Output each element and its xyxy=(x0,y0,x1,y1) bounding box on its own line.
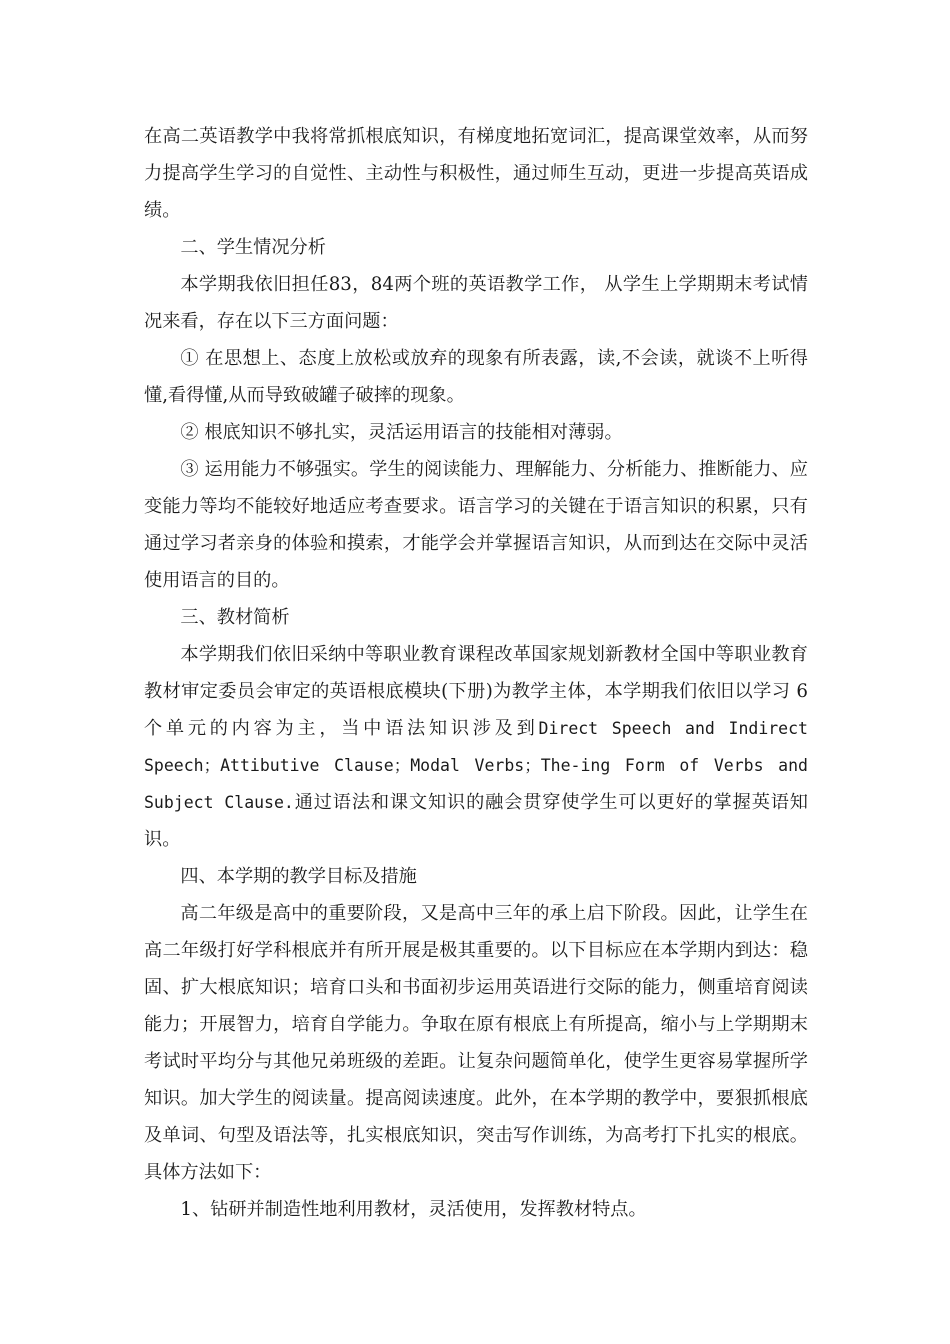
student-analysis-paragraph: 本学期我依旧担任83，84两个班的英语教学工作， 从学生上学期期末考试情况来看，存在以下三方面问题： xyxy=(144,274,808,332)
intro-paragraph: 在高二英语教学中我将常抓根底知识，有梯度地拓宽词汇，提高课堂效率，从而努力提高学生学习的自觉性、主动性与积极性，通过师生互动，更进一步提高英语成绩。 xyxy=(144,126,808,221)
textbook-analysis-paragraph xyxy=(144,636,808,858)
textbook-analysis-text-b: 通过语法和课文知识的融会贯穿使学生可以更好的掌握英语知识。 xyxy=(144,792,808,850)
problem-item-2: ② 根底知识不够扎实，灵活运用语言的技能相对薄弱。 xyxy=(180,422,623,443)
document-body xyxy=(144,118,808,1228)
textbook-analysis-text-a: 本学期我们依旧采纳中等职业教育课程改革国家规划新教材全国中等职业教育教材审定委员会审定的英语根底模块(下册)为教学主体，本学期我们依旧以学习 6 个单元的内容为主，当中语法知识涉及到 xyxy=(144,644,808,739)
method-item-1: 1、钻研并制造性地利用教材，灵活使用，发挥教材特点。 xyxy=(180,1199,647,1220)
section-heading-student-analysis: 二、学生情况分析 xyxy=(180,237,326,258)
grammar-topics-english: Direct Speech and Indirect Speech；Attibutive Clause；Modal Verbs；The-ing Form of Verbs and Subject Clause. xyxy=(144,719,808,812)
problem-item-3: ③ 运用能力不够强实。学生的阅读能力、理解能力、分析能力、推断能力、应变能力等均不能较好地适应考查要求。语言学习的关键在于语言知识的积累，只有通过学习者亲身的体验和摸索，才能学会并掌握语言知识，从而到达在交际中灵活使用语言的目的。 xyxy=(144,459,808,591)
problem-item-1: ① 在思想上、态度上放松或放弃的现象有所表露，读,不会读，就谈不上听得懂,看得懂,从而导致破罐子破摔的现象。 xyxy=(144,348,808,406)
section-heading-goals-measures: 四、本学期的教学目标及措施 xyxy=(180,866,417,887)
goals-paragraph: 高二年级是高中的重要阶段，又是高中三年的承上启下阶段。因此，让学生在高二年级打好学科根底并有所开展是极其重要的。以下目标应在本学期内到达：稳固、扩大根底知识；培育口头和书面初步运用英语进行交际的能力，侧重培育阅读能力；开展智力，培育自学能力。争取在原有根底上有所提高，缩小与上学期期末考试时平均分与其他兄弟班级的差距。让复杂问题简单化，使学生更容易掌握所学知识。加大学生的阅读量。提高阅读速度。此外，在本学期的教学中，要狠抓根底及单词、句型及语法等，扎实根底知识，突击写作训练，为高考打下扎实的根底。具体方法如下： xyxy=(144,903,808,1183)
section-heading-textbook-analysis: 三、教材简析 xyxy=(180,607,290,628)
